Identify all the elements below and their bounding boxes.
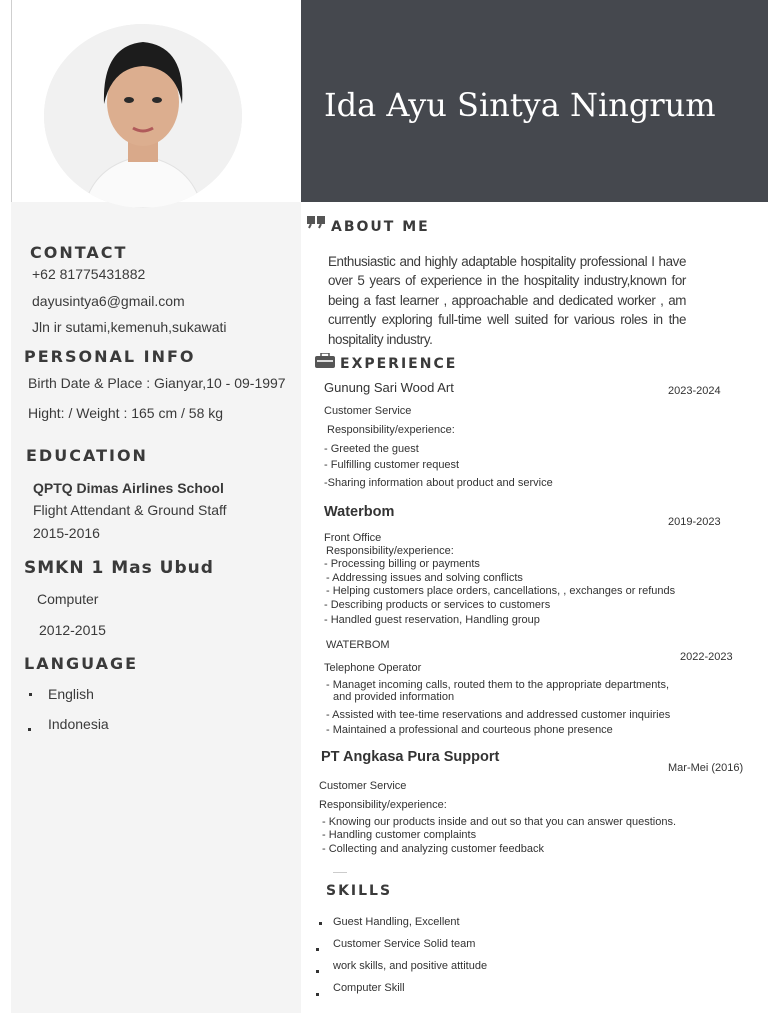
experience-title: EXPERIENCE [340,356,458,372]
school-years: 2012-2015 [39,622,106,638]
job-duty: - Processing billing or payments [324,558,480,570]
language-title: LANGUAGE [24,654,139,673]
job-duty: - Fulfilling customer request [324,459,460,471]
profile-photo [44,24,242,208]
job-company: WATERBOM [326,639,390,651]
job-duty: - Handled guest reservation, Handling group [324,614,540,626]
job-role: Telephone Operator [324,662,422,674]
bullet-icon [316,970,319,973]
school-name: SMKN 1 Mas Ubud [24,558,214,578]
contact-phone: +62 81775431882 [32,266,146,282]
divider [333,872,347,873]
school-program: Flight Attendant & Ground Staff [33,502,227,518]
bullet-icon [316,948,319,951]
job-duty: - Addressing issues and solving conflicts [326,572,523,584]
job-duty: - Maintained a professional and courteous phone presence [326,724,613,736]
skill-item: Guest Handling, Excellent [333,916,460,928]
contact-address: Jln ir sutami,kemenuh,sukawati [32,319,227,335]
job-duty: - Greeted the guest [324,443,419,455]
school-years: 2015-2016 [33,525,100,541]
job-date: 2019-2023 [668,516,721,528]
bullet-icon [28,728,31,731]
job-resp-label: Responsibility/experience: [319,799,447,811]
job-duty: - Handling customer complaints [322,829,477,841]
skill-item: Customer Service Solid team [333,938,476,950]
skills-title: SKILLS [326,883,393,899]
job-date: 2023-2024 [668,385,721,397]
job-resp-label: Responsibility/experience: [327,424,455,436]
about-text: Enthusiastic and highly adaptable hospitality professional I have over 5 years of experience in the hospitality industry,known for being a fast learner , approachable and dedicated worker , am currently exploring full-time well suited for various roles in the hospitality industry. [328,254,686,347]
job-duty: - Managet incoming calls, routed them to the appropriate departments, [326,679,670,691]
bullet-icon [316,993,319,996]
job-resp-label: Responsibility/experience: [326,545,454,557]
job-duty: - Assisted with tee-time reservations and addressed customer inquiries [326,709,671,721]
job-role: Front Office [324,532,382,544]
personal-info-title: PERSONAL INFO [24,347,196,366]
job-duty: -Sharing information about product and service [324,477,553,489]
job-company: PT Angkasa Pura Support [321,749,500,765]
person-portrait-icon [44,24,242,208]
about-title: ABOUT ME [331,219,430,235]
quote-icon [306,215,328,229]
language-item: English [48,686,94,702]
contact-email: dayusintya6@gmail.com [32,293,185,309]
job-duty: and provided information [333,691,455,703]
language-item: Indonesia [48,716,109,732]
height-weight: Hight: / Weight : 165 cm / 58 kg [28,405,224,421]
bullet-icon [319,922,322,925]
school-program: Computer [37,591,99,607]
job-role: Customer Service [319,780,407,792]
skill-item: work skills, and positive attitude [333,960,488,972]
job-duty: - Helping customers place orders, cancellations, , exchanges or refunds [326,585,676,597]
job-duty: - Describing products or services to customers [324,599,551,611]
job-duty: - Knowing our products inside and out so that you can answer questions. [322,816,677,828]
job-duty: - Collecting and analyzing customer feedback [322,843,544,855]
briefcase-icon [314,353,336,369]
bullet-icon [29,693,32,696]
person-name: Ida Ayu Sintya Ningrum [324,86,716,124]
job-date: Mar-Mei (2016) [668,762,744,774]
job-company: Waterbom [324,504,395,520]
job-role: Customer Service [324,405,412,417]
skill-item: Computer Skill [333,982,405,994]
education-title: EDUCATION [26,446,148,465]
contact-title: CONTACT [30,243,128,262]
school-name: QPTQ Dimas Airlines School [33,480,224,496]
birth-info: Birth Date & Place : Gianyar,10 - 09-1997 [28,375,286,391]
job-date: 2022-2023 [680,651,733,663]
job-company: Gunung Sari Wood Art [324,380,454,395]
